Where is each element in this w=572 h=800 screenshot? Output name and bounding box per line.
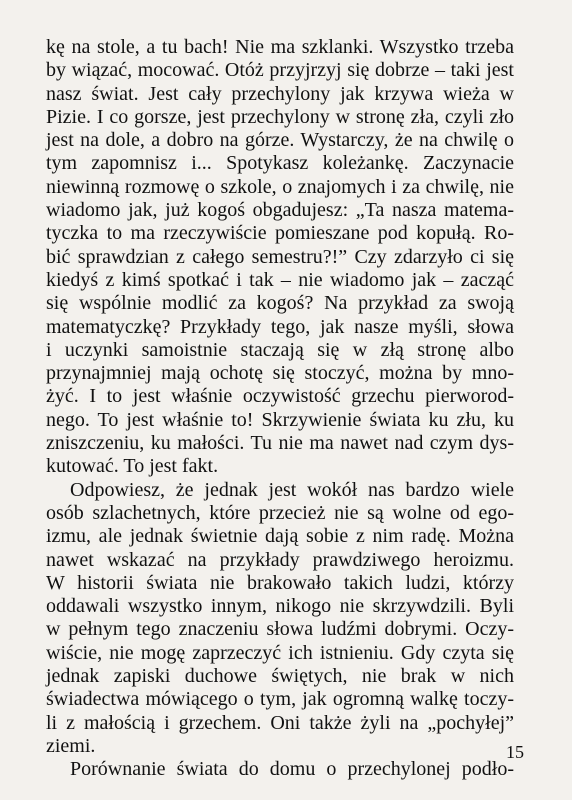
text-line: niewinną rozmowę o szkole, o znajomych i za chwilę, nie: [46, 175, 514, 198]
text-line: oddawali wszystko innym, nikogo nie skrzywdzili. Byli: [46, 595, 514, 618]
text-line: i uczynki samoistnie staczają się w złą stronę albo: [46, 338, 514, 361]
text-line: kutować. To jest fakt.: [46, 455, 219, 478]
text-line: W historii świata nie brakowało takich ludzi, którzy: [46, 571, 514, 594]
text-line: nego. To jest właśnie to! Skrzywienie świata ku złu, ku: [46, 408, 514, 431]
text-line: wiadomo jak, już kogoś obgadujesz: „Ta nasza matema-: [46, 199, 514, 222]
text-line: Odpowiesz, że jednak jest wokół nas bardzo wiele: [70, 478, 514, 501]
text-line: wiście, nie mogę zaprzeczyć ich istnieniu. Gdy czyta się: [46, 641, 514, 664]
text-line: izmu, ale jednak świetnie dają sobie z nim radę. Można: [46, 525, 514, 548]
text-line: świadectwa mówiącego o tym, jak ogromną walkę toczy-: [46, 688, 514, 711]
text-line: zniszczeniu, ku małości. Tu nie ma nawet nad czym dys-: [46, 432, 514, 455]
text-line: kę na stole, a tu bach! Nie ma szklanki. Wszystko trzeba: [46, 36, 514, 58]
text-line: się wspólnie modlić za kogoś? Na przykład za swoją: [46, 292, 514, 315]
text-line: przynajmniej mają ochotę się stoczyć, można by mno-: [46, 362, 514, 385]
text-line: tyczka to ma rzeczywiście pomieszane pod kopułą. Ro-: [46, 222, 514, 245]
text-line: w pełnym tego znaczeniu słowa ludźmi dobrymi. Oczy-: [46, 618, 514, 641]
text-line: osób szlachetnych, które przecież nie są wolne od ego-: [46, 501, 514, 524]
text-line: tym zapomnisz i... Spotykasz koleżankę. Zaczynacie: [46, 152, 514, 175]
text-line: li z małością i grzechem. Oni także żyli na „pochyłej”: [46, 711, 514, 734]
text-line: ziemi.: [46, 734, 96, 757]
text-line: matematyczkę? Przykłady tego, jak nasze myśli, słowa: [46, 315, 514, 338]
text-line: nasz świat. Jest cały przechylony jak krzywa wieża w: [46, 82, 514, 105]
text-line: Pizie. I co gorsze, jest przechylony w stronę zła, czyli zło: [46, 105, 514, 128]
text-line: bić sprawdzian z całego semestru?!” Czy zdarzyło ci się: [46, 245, 514, 268]
page-number: 15: [506, 742, 524, 762]
text-line: kiedyś z kimś spotkać i tak – nie wiadomo jak – zacząć: [46, 268, 514, 291]
text-line: żyć. I to jest właśnie oczywistość grzechu pierworod-: [46, 385, 514, 408]
body-text: [46, 36, 514, 782]
text-line: Porównanie świata do domu o przechylonej podło-: [70, 758, 514, 781]
text-line: nawet wskazać na przykłady prawdziwego heroizmu.: [46, 548, 514, 571]
text-line: jednak zapiski duchowe świętych, nie brak w nich: [46, 665, 514, 688]
text-line: by wiązać, mocować. Otóż przyjrzyj się dobrze – taki jest: [46, 59, 514, 82]
text-line: jest na dole, a dobro na górze. Wystarczy, że na chwilę o: [46, 129, 514, 152]
